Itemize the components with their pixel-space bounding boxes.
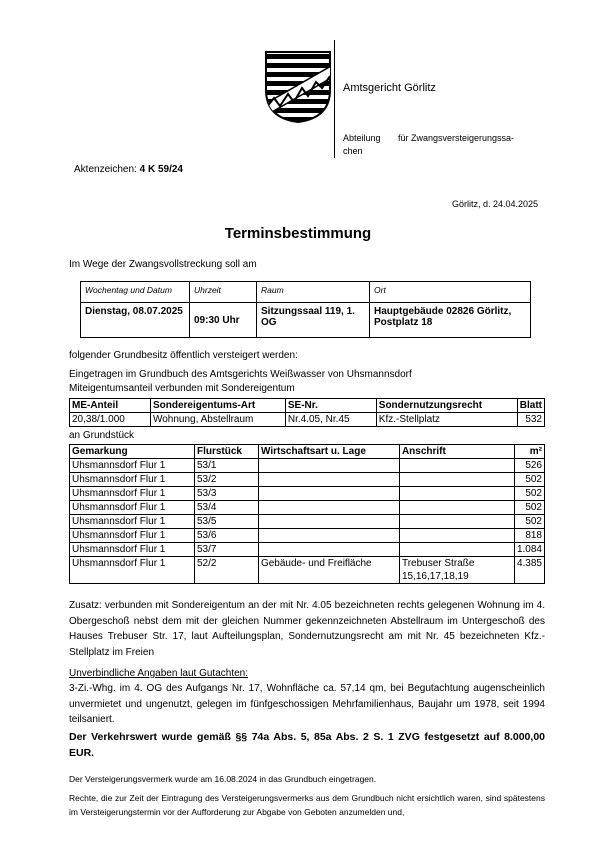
plots-cell: 53/2 (194, 473, 258, 487)
plots-cell (258, 529, 399, 543)
plots-cell: 502 (514, 473, 544, 487)
plots-cell: 818 (514, 529, 544, 543)
plots-cell: 526 (514, 459, 544, 473)
table-row (70, 557, 545, 584)
plots-cell: Uhsmannsdorf Flur 1 (70, 459, 195, 473)
plots-cell (258, 515, 399, 529)
table-row (70, 529, 545, 543)
plots-cell: 53/3 (194, 487, 258, 501)
appointment-header-date: Wochentag und Datum (81, 282, 190, 303)
ownership-table (69, 398, 545, 427)
table-row (70, 487, 545, 501)
plots-cell: Trebuser Straße 15,16,17,18,19 (399, 557, 514, 584)
court-name: Amtsgericht Görlitz (343, 82, 436, 94)
plots-cell (258, 459, 399, 473)
plots-cell: 1.084 (514, 543, 544, 557)
plots-cell (399, 459, 514, 473)
plots-cell: 502 (514, 487, 544, 501)
appointment-header-time: Uhrzeit (190, 282, 257, 303)
department-value: für Zwangsversteigerungssa- (398, 133, 515, 143)
file-reference (74, 164, 183, 175)
ownership-cell: 20,38/1.000 (70, 413, 151, 427)
file-number: 4 K 59/24 (139, 164, 183, 175)
plots-cell: 4.385 (514, 557, 544, 584)
table-row (70, 501, 545, 515)
ownership-header: ME-Anteil (70, 399, 151, 413)
plots-cell: 502 (514, 501, 544, 515)
ownership-cell: 532 (517, 413, 544, 427)
note-registration: Der Versteigerungsvermerk wurde am 16.08.2024 in das Grundbuch eingetragen. (69, 774, 377, 784)
plots-cell: Uhsmannsdorf Flur 1 (70, 557, 195, 584)
appointment-header-room: Raum (257, 282, 370, 303)
document-title: Terminsbestimmung (224, 225, 372, 242)
table-row (70, 543, 545, 557)
ownership-cell: Nr.4.05, Nr.45 (285, 413, 376, 427)
plots-cell: 52/2 (194, 557, 258, 584)
plots-cell (399, 487, 514, 501)
plots-cell: 53/4 (194, 501, 258, 515)
file-label: Aktenzeichen: (74, 164, 137, 175)
department-value-cont: chen (343, 146, 363, 156)
plots-cell: 502 (514, 515, 544, 529)
plots-cell: Uhsmannsdorf Flur 1 (70, 515, 195, 529)
appraisal-text: 3-Zi.-Whg. im 4. OG des Aufgangs Nr. 17, Wohnfläche ca. 57,14 qm, bei Begutachtung augenscheinlich unvermietet und ungenutzt, gelegen im fünfgeschossigen Mehrfamilienhaus, Baujahr um 1978, seit 1994 teilsaniert. (69, 683, 545, 725)
plots-cell: 53/6 (194, 529, 258, 543)
plots-cell (399, 543, 514, 557)
appointment-room: Sitzungssaal 119, 1. OG (257, 303, 370, 338)
plots-cell (258, 487, 399, 501)
plots-cell (399, 473, 514, 487)
plots-header: Flurstück (194, 445, 258, 459)
plots-table (69, 444, 545, 584)
market-value: Der Verkehrswert wurde gemäß §§ 74a Abs. 5, 85a Abs. 2 S. 1 ZVG festgesetzt auf 8.000,00 EUR. (69, 731, 545, 759)
table-row (70, 459, 545, 473)
appointment-header-place: Ort (370, 282, 531, 303)
plots-cell: 53/1 (194, 459, 258, 473)
plots-cell: Uhsmannsdorf Flur 1 (70, 473, 195, 487)
plots-header: m² (514, 445, 544, 459)
appointment-time: 09:30 Uhr (190, 303, 257, 338)
department-label: Abteilung (343, 133, 381, 143)
plots-cell: Uhsmannsdorf Flur 1 (70, 501, 195, 515)
plots-cell: 53/5 (194, 515, 258, 529)
appraisal-heading: Unverbindliche Angaben laut Gutachten: (69, 668, 249, 679)
ownership-cell: Wohnung, Abstellraum (150, 413, 285, 427)
following-text: folgender Grundbesitz öffentlich versteigert werden: (69, 350, 298, 361)
register-line-1: Eingetragen im Grundbuch des Amtsgerichts Weißwasser von Uhsmannsdorf (69, 369, 412, 380)
ownership-header: Sondernutzungsrecht (376, 399, 517, 413)
plots-cell: Uhsmannsdorf Flur 1 (70, 543, 195, 557)
addition-text: Zusatz: verbunden mit Sondereigentum an der mit Nr. 4.05 bezeichneten rechts gelegenen Wohnung im 4. Obergeschoß nebst dem mit der gleichen Nummer gekennzeichneten Abstellraum im Untergeschoß des Hauses Trebuser Str. 17, laut Aufteilungsplan, Sondernutzungsrecht am mit Nr. 45 bezeichneten Kfz.-Stellplatz im Freien (69, 600, 545, 658)
plots-cell (258, 501, 399, 515)
note-rights: Rechte, die zur Zeit der Eintragung des Versteigerungsvermerks aus dem Grundbuch nicht ersichtlich waren, sind spätestens im Versteigerungstermin vor der Aufforderung zur Abgabe von Geboten anzumelden und, (69, 793, 545, 817)
table-row (70, 515, 545, 529)
register-line-2: Miteigentumsanteil verbunden mit Sondereigentum (69, 383, 295, 394)
plots-header: Gemarkung (70, 445, 195, 459)
appointment-date: Dienstag, 08.07.2025 (81, 303, 190, 338)
intro-text: Im Wege der Zwangsvollstreckung soll am (69, 259, 257, 270)
plots-cell: Uhsmannsdorf Flur 1 (70, 529, 195, 543)
ownership-header: SE-Nr. (285, 399, 376, 413)
plots-cell (399, 515, 514, 529)
plots-cell: Gebäude- und Freifläche (258, 557, 399, 584)
ownership-header: Sondereigentums-Art (150, 399, 285, 413)
place-date: Görlitz, d. 24.04.2025 (451, 199, 538, 209)
plots-header: Anschrift (399, 445, 514, 459)
table-row (70, 473, 545, 487)
plot-label: an Grundstück (69, 430, 135, 441)
plots-cell: 53/7 (194, 543, 258, 557)
plots-cell (258, 543, 399, 557)
plots-cell (258, 473, 399, 487)
ownership-cell: Kfz.-Stellplatz (376, 413, 517, 427)
plots-cell (399, 529, 514, 543)
plots-header: Wirtschaftsart u. Lage (258, 445, 399, 459)
plots-cell (399, 501, 514, 515)
appointment-table (80, 281, 531, 338)
ownership-header: Blatt (517, 399, 544, 413)
appointment-place: Hauptgebäude 02826 Görlitz, Postplatz 18 (370, 303, 531, 338)
header-divider (334, 40, 335, 158)
saxony-coat-of-arms (262, 48, 334, 124)
plots-cell: Uhsmannsdorf Flur 1 (70, 487, 195, 501)
